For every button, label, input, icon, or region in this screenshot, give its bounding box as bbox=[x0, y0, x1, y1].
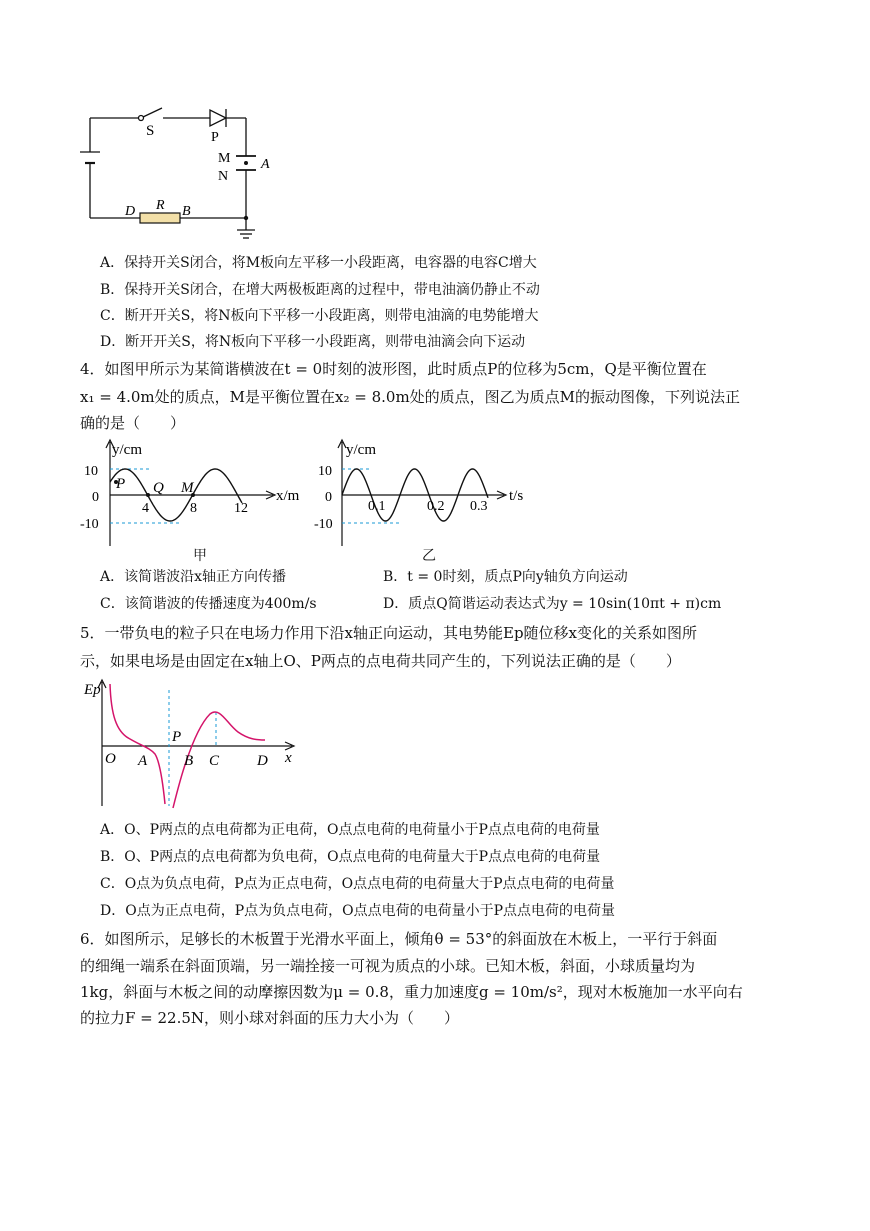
jia-xtick-12: 12 bbox=[234, 501, 248, 516]
plate-m-label: M bbox=[218, 151, 231, 166]
yi-xtick-01: 0.1 bbox=[368, 499, 386, 514]
yi-xtick-02: 0.2 bbox=[427, 499, 445, 514]
jia-ytick-0: 0 bbox=[92, 490, 99, 505]
end-b-label: B bbox=[182, 204, 191, 219]
jia-ytick-neg10: -10 bbox=[80, 517, 99, 532]
potential-energy-graph bbox=[80, 676, 305, 812]
jia-ytick-10: 10 bbox=[84, 464, 98, 479]
vibration-graph-yi bbox=[312, 436, 532, 551]
q4-line-2: x₁ = 4.0m处的质点，M是平衡位置在x₂ = 8.0m处的质点，图乙为质点M的振动图像，下列说法正 bbox=[80, 388, 741, 406]
ep-curve-left bbox=[110, 684, 165, 804]
q4-option-a: A．该简谐波沿x轴正方向传播 bbox=[100, 569, 287, 585]
capacitor-label: A bbox=[261, 157, 270, 172]
q5-option-a: A．O、P两点的点电荷都为正电荷，O点点电荷的电荷量小于P点点电荷的电荷量 bbox=[100, 822, 600, 838]
jia-xlabel: x/m bbox=[276, 488, 300, 504]
q6-line-1: 6．如图所示，足够长的木板置于光滑水平面上，倾角θ = 53°的斜面放在木板上，一平行于斜面 bbox=[80, 930, 718, 948]
q3-option-c: C．断开开关S，将N板向下平移一小段距离，则带电油滴的电势能增大 bbox=[100, 308, 539, 324]
resistor-label: R bbox=[156, 198, 165, 213]
point-b-label: B bbox=[184, 753, 194, 769]
point-a-label: A bbox=[138, 753, 148, 769]
q3-option-b: B．保持开关S闭合，在增大两极板距离的过程中，带电油滴仍静止不动 bbox=[100, 282, 540, 298]
diode-label: P bbox=[211, 130, 219, 145]
q3-option-d: D．断开开关S，将N板向下平移一小段距离，则带电油滴会向下运动 bbox=[100, 334, 526, 350]
yi-xlabel: t/s bbox=[509, 488, 524, 504]
switch-label: S bbox=[146, 123, 155, 139]
q6-line-2: 的细绳一端系在斜面顶端，另一端拴接一可视为质点的小球。已知木板，斜面，小球质量均为 bbox=[80, 957, 696, 975]
jia-ylabel: y/cm bbox=[112, 442, 142, 458]
point-o-label: O bbox=[105, 751, 116, 767]
q4-option-c: C．该简谐波的传播速度为400m/s bbox=[100, 596, 317, 612]
circuit-diagram bbox=[70, 100, 270, 245]
point-d-label: D bbox=[257, 753, 268, 769]
q6-line-3: 1kg，斜面与木板之间的动摩擦因数为μ = 0.8，重力加速度g = 10m/s²，现对木板施加一水平向右 bbox=[80, 983, 743, 1001]
caption-jia: 甲 bbox=[193, 548, 207, 564]
q4-option-b: B．t = 0时刻，质点P向y轴负方向运动 bbox=[383, 569, 628, 585]
yi-xtick-03: 0.3 bbox=[470, 499, 488, 514]
q5-option-d: D．O点为正点电荷，P点为负点电荷，O点点电荷的电荷量小于P点点电荷的电荷量 bbox=[100, 903, 616, 919]
end-d-label: D bbox=[125, 204, 136, 219]
q5-option-c: C．O点为负点电荷，P点为正点电荷，O点点电荷的电荷量大于P点点电荷的电荷量 bbox=[100, 876, 615, 892]
q6-line-4: 的拉力F = 22.5N，则小球对斜面的压力大小为（ ） bbox=[80, 1009, 460, 1027]
yi-ytick-10: 10 bbox=[318, 464, 332, 479]
yi-ytick-neg10: -10 bbox=[314, 517, 333, 532]
yi-ytick-0: 0 bbox=[325, 490, 332, 505]
q3-option-a: A．保持开关S闭合，将M板向左平移一小段距离，电容器的电容C增大 bbox=[100, 255, 537, 271]
q5-line-2: 示，如果电场是由固定在x轴上O、P两点的点电荷共同产生的，下列说法正确的是（ ） bbox=[80, 652, 681, 670]
jia-xtick-4: 4 bbox=[142, 501, 149, 516]
yi-ylabel: y/cm bbox=[346, 442, 376, 458]
caption-yi: 乙 bbox=[422, 548, 436, 564]
q4-option-d: D．质点Q简谐运动表达式为y = 10sin(10πt + π)cm bbox=[383, 596, 722, 612]
point-p-label: P bbox=[116, 476, 126, 492]
point-c-label: C bbox=[209, 753, 220, 769]
plate-n-label: N bbox=[218, 169, 229, 184]
ep-xlabel: x bbox=[285, 750, 292, 766]
point-q-label: Q bbox=[153, 480, 164, 496]
point-m-label: M bbox=[181, 480, 194, 496]
q4-line-1: 4．如图甲所示为某简谐横波在t = 0时刻的波形图，此时质点P的位移为5cm，Q是平衡位置在 bbox=[80, 360, 707, 378]
jia-xtick-8: 8 bbox=[190, 501, 197, 516]
point-p2-label: P bbox=[172, 729, 182, 745]
wave-graph-jia bbox=[78, 436, 313, 551]
q5-option-b: B．O、P两点的点电荷都为负电荷，O点点电荷的电荷量大于P点点电荷的电荷量 bbox=[100, 849, 601, 865]
q4-line-3: 确的是（ ） bbox=[80, 414, 186, 432]
ep-ylabel: Ep bbox=[84, 682, 101, 698]
q5-line-1: 5．一带负电的粒子只在电场力作用下沿x轴正向运动，其电势能Ep随位移x变化的关系如图所 bbox=[80, 624, 698, 642]
